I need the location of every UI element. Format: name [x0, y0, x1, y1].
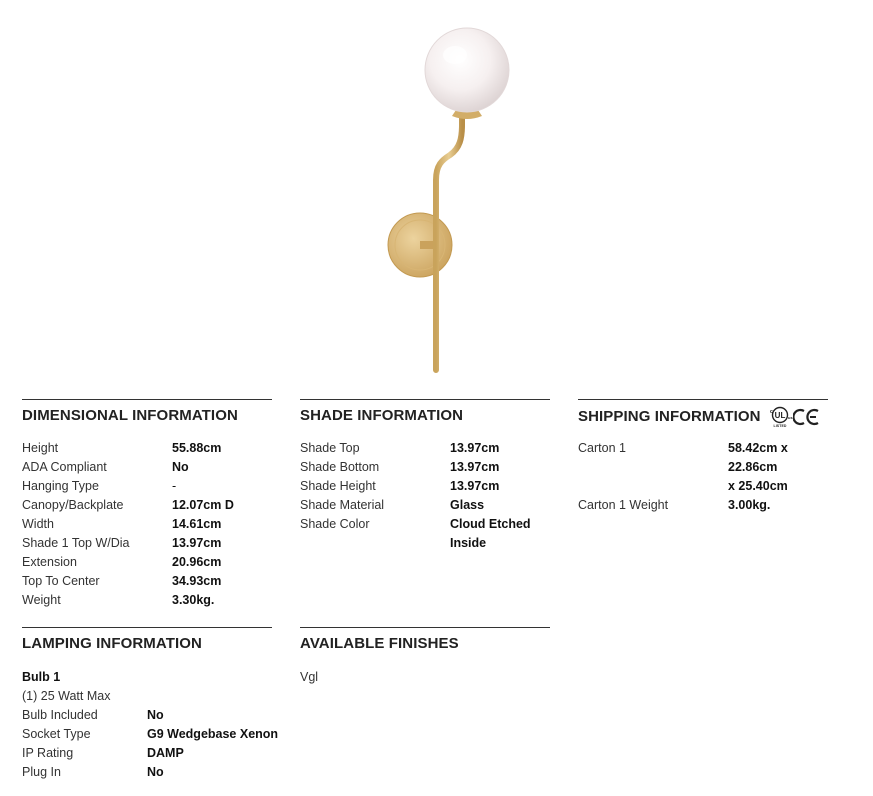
spec-row: Shade Bottom 13.97cm	[300, 460, 500, 474]
spec-row: Carton 1 58.42cm x 22.86cm	[578, 441, 788, 474]
spec-row: Shade Top 13.97cm	[300, 441, 500, 455]
spec-row: Width 14.61cm	[22, 517, 222, 531]
spec-row: IP Rating DAMP	[22, 746, 184, 760]
svg-text:us: us	[787, 415, 793, 420]
spec-row: Weight 3.30kg.	[22, 593, 215, 607]
section-title: AVAILABLE FINISHES	[300, 635, 459, 652]
section-title: DIMENSIONAL INFORMATION	[22, 407, 238, 424]
spec-row: Carton 1 Weight 3.00kg.	[578, 498, 771, 512]
product-image	[370, 20, 530, 375]
spec-row: Canopy/Backplate 12.07cm D	[22, 498, 234, 512]
section-title: LAMPING INFORMATION	[22, 635, 202, 652]
svg-text:UL: UL	[774, 411, 785, 420]
spec-row: Shade 1 Top W/Dia 13.97cm	[22, 536, 222, 550]
section-divider	[300, 399, 550, 400]
spec-row-continued: x 25.40cm	[728, 479, 788, 493]
shade-section	[300, 399, 550, 550]
section-divider	[22, 399, 272, 400]
spec-row: Height 55.88cm	[22, 441, 222, 455]
dimensional-section	[22, 399, 272, 607]
finishes-section	[300, 627, 550, 684]
finish-item: Vgl	[300, 670, 319, 684]
section-title: SHIPPING INFORMATION UL c us LISTED	[578, 406, 828, 426]
spec-row: Shade Height 13.97cm	[300, 479, 500, 493]
spec-row: Top To Center 34.93cm	[22, 574, 222, 588]
section-divider	[578, 399, 828, 400]
lamping-section	[22, 627, 279, 779]
section-divider	[22, 627, 272, 628]
svg-text:LISTED: LISTED	[773, 424, 787, 428]
spec-row: Bulb Included No	[22, 708, 164, 722]
shipping-section	[578, 399, 828, 512]
spec-row: Shade Material Glass	[300, 498, 485, 512]
section-divider	[300, 627, 550, 628]
section-title: SHADE INFORMATION	[300, 407, 464, 424]
spec-row: Socket Type G9 Wedgebase Xenon	[22, 727, 279, 741]
ce-mark-icon	[793, 407, 821, 427]
spec-row: Extension 20.96cm	[22, 555, 222, 569]
bulb-heading: Bulb 1	[22, 670, 61, 684]
spec-row: Plug In No	[22, 765, 164, 779]
spec-row: Hanging Type -	[22, 479, 177, 493]
spec-row: ADA Compliant No	[22, 460, 189, 474]
spec-row: Shade Color Cloud Etched	[300, 517, 531, 531]
ul-listed-icon	[767, 406, 793, 428]
spec-row-continued: Inside	[450, 536, 487, 550]
svg-text:c: c	[769, 409, 773, 415]
bulb-description: (1) 25 Watt Max	[22, 689, 111, 703]
